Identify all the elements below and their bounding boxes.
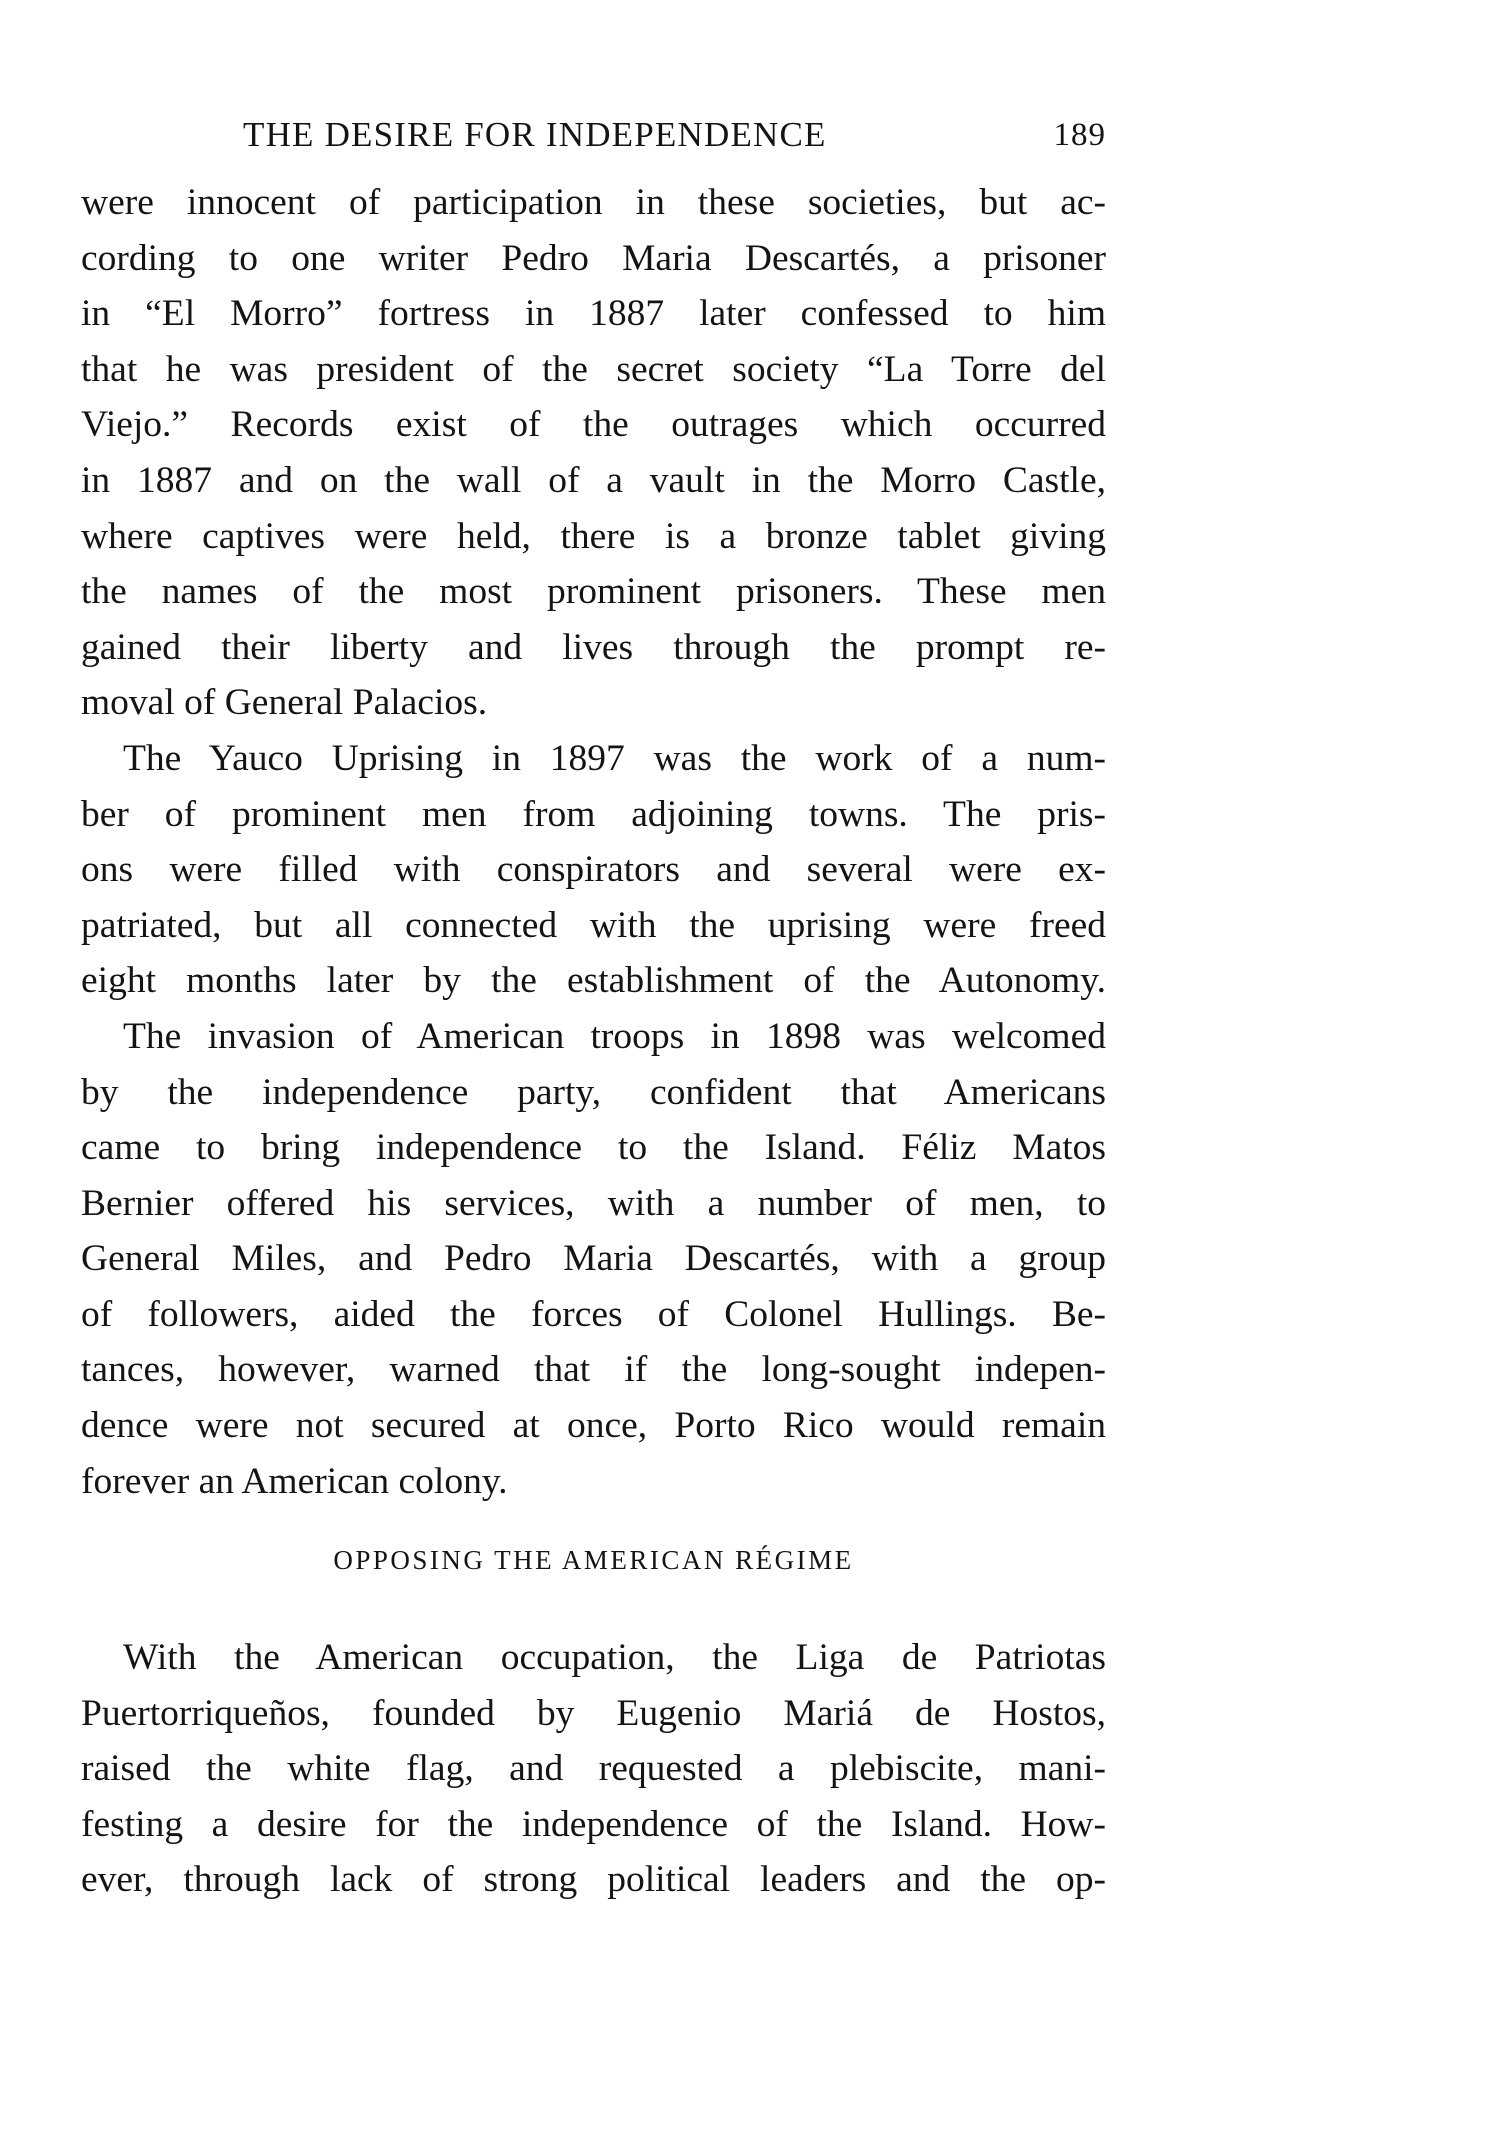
paragraph <box>81 175 1106 731</box>
text-line: The Yauco Uprising in 1897 was the work of a num- <box>123 737 1106 779</box>
text-line: dence were not secured at once, Porto Rico would remain <box>81 1405 1106 1447</box>
text-line: that he was president of the secret society “La Torre del <box>81 348 1106 390</box>
book-page <box>81 0 1106 2147</box>
paragraph <box>81 731 1106 1009</box>
text-line: of followers, aided the forces of Colonel Hullings. Be- <box>81 1293 1106 1335</box>
running-head-title: THE DESIRE FOR INDEPENDENCE <box>243 115 827 154</box>
text-line: patriated, but all connected with the uprising were freed <box>81 904 1106 946</box>
text-line: cording to one writer Pedro Maria Descartés, a prisoner <box>81 237 1106 279</box>
paragraph <box>81 1630 1106 1908</box>
text-line: in “El Morro” fortress in 1887 later confessed to him <box>81 293 1106 335</box>
text-line: ber of prominent men from adjoining towns. The pris- <box>81 793 1106 835</box>
body-text-bottom <box>81 1630 1106 1908</box>
text-line: ons were filled with conspirators and several were ex- <box>81 849 1106 891</box>
text-line: the names of the most prominent prisoners. These men <box>81 571 1106 613</box>
section-heading-text: OPPOSING THE AMERICAN RÉGIME <box>333 1545 854 1575</box>
text-line: where captives were held, there is a bronze tablet giving <box>81 515 1106 557</box>
text-line: moval of General Palacios. <box>81 682 488 724</box>
text-line: Viejo.” Records exist of the outrages which occurred <box>81 404 1106 446</box>
text-line: raised the white flag, and requested a plebiscite, mani- <box>81 1748 1106 1790</box>
text-line: gained their liberty and lives through the prompt re- <box>81 626 1106 668</box>
text-line: festing a desire for the independence of the Island. How- <box>81 1803 1106 1845</box>
text-line: The invasion of American troops in 1898 was welcomed <box>123 1015 1106 1057</box>
page-number: 189 <box>1053 117 1106 153</box>
text-line: by the independence party, confident that Americans <box>81 1071 1106 1113</box>
paragraph <box>81 1009 1106 1509</box>
section-heading <box>81 1540 1106 1580</box>
text-line: eight months later by the establishment of the Autonomy. <box>81 960 1106 1002</box>
text-line: in 1887 and on the wall of a vault in the Morro Castle, <box>81 459 1106 501</box>
text-line: ever, through lack of strong political leaders and the op- <box>81 1859 1106 1901</box>
text-line: came to bring independence to the Island. Féliz Matos <box>81 1127 1106 1169</box>
text-line: General Miles, and Pedro Maria Descartés, with a group <box>81 1238 1106 1280</box>
running-head <box>81 110 1106 160</box>
text-line: Puertorriqueños, founded by Eugenio Mariá de Hostos, <box>81 1692 1106 1734</box>
text-line: tances, however, warned that if the long-sought indepen- <box>81 1349 1106 1391</box>
body-text-top <box>81 175 1106 1509</box>
text-line: were innocent of participation in these societies, but ac- <box>81 182 1106 223</box>
text-line: With the American occupation, the Liga de Patriotas <box>123 1637 1106 1678</box>
text-line: Bernier offered his services, with a number of men, to <box>81 1182 1106 1224</box>
text-line: forever an American colony. <box>81 1460 508 1502</box>
